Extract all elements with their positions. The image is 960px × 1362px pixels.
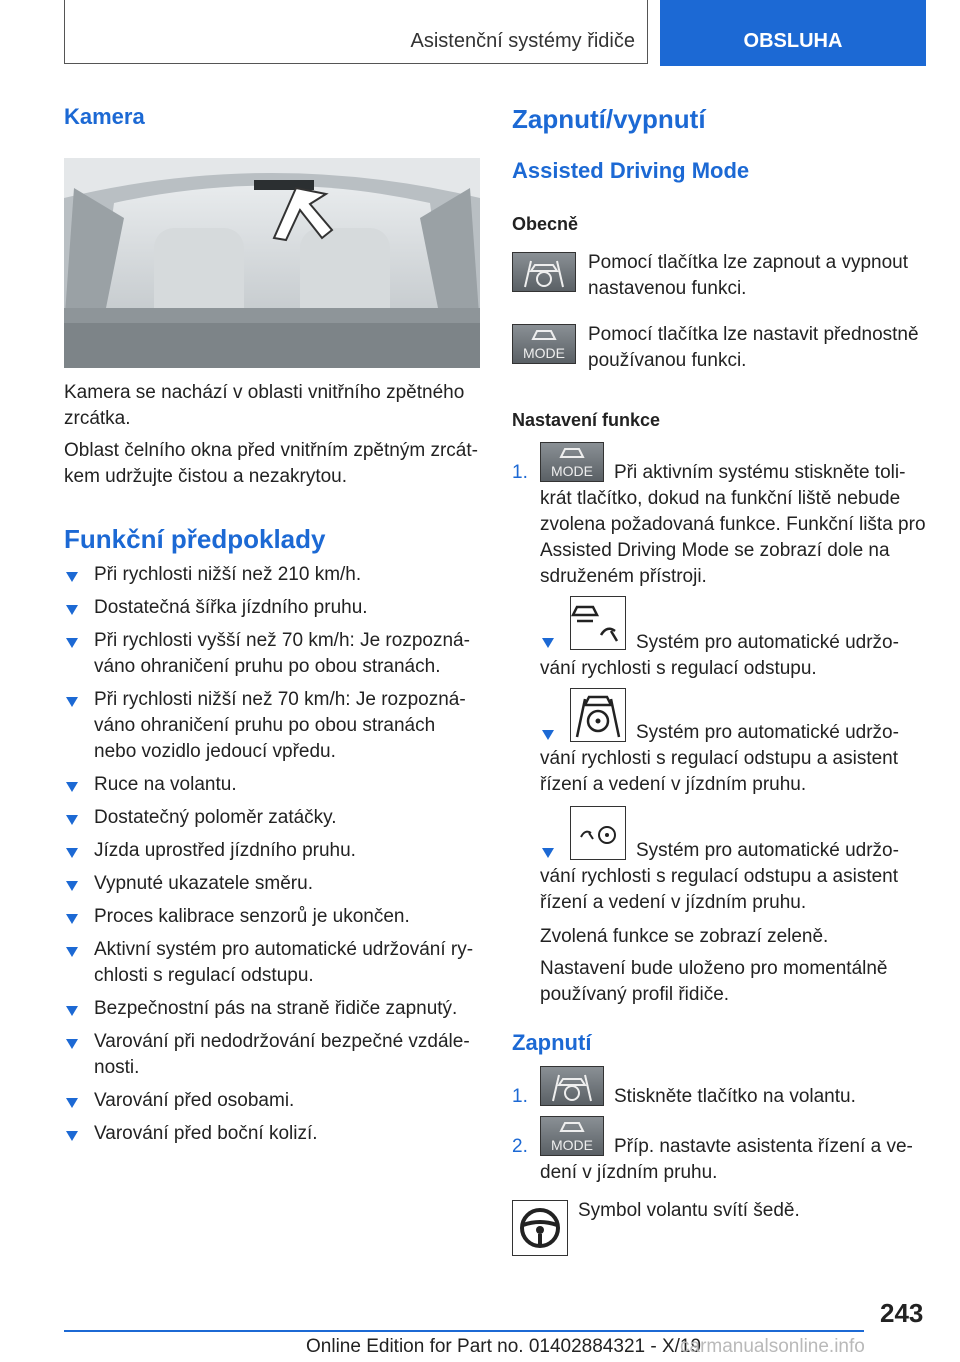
prerequisite-item-line: Jízda uprostřed jízdního pruhu. [94, 840, 356, 861]
prerequisite-item-line: nebo vozidlo jedoucí vpředu. [94, 741, 336, 762]
assisted-driving-mode-title: Assisted Driving Mode [512, 158, 750, 183]
option-text-line: vání rychlosti s regulací odstupu. [540, 658, 817, 679]
footer-divider [64, 1330, 864, 1332]
prerequisite-item-line: Ruce na volantu. [94, 774, 237, 795]
prerequisite-item-line: váno ohraničení pruhu po obou stranách. [94, 656, 441, 677]
mode-car-icon [541, 1117, 603, 1137]
acc-icon-box [570, 596, 626, 650]
settings-text-line: sdruženém přístroji. [540, 566, 707, 587]
general-text-line: Pomocí tlačítka lze nastavit přednostně [588, 324, 919, 345]
bullet-triangle [66, 1131, 78, 1141]
mode-car-icon [541, 443, 603, 463]
mode-button-image [540, 442, 604, 482]
prerequisite-item-line: Varování před boční kolizí. [94, 1123, 318, 1144]
option-text-line: Systém pro automatické udržo- [636, 632, 899, 653]
prerequisite-item-line: Dostatečná šířka jízdního pruhu. [94, 597, 368, 618]
acc-steering-compact-icon-box [570, 806, 626, 860]
grey-note: Symbol volantu svítí šedě. [578, 1200, 800, 1221]
settings-text-line: zvolena požadovaná funkce. Funkční lišta pro [540, 514, 926, 535]
option-text-line: Systém pro automatické udržo- [636, 840, 899, 861]
prerequisite-item-line: nosti. [94, 1057, 140, 1078]
mode-button-label: MODE [551, 463, 593, 479]
prerequisites-title: Funkční předpoklady [64, 524, 326, 554]
settings-heading: Nastavení funkce [512, 410, 661, 430]
option-text-line: řízení a vedení v jízdním pruhu. [540, 774, 807, 795]
prerequisite-item-line: Varování před osobami. [94, 1090, 295, 1111]
bullet-triangle [542, 638, 554, 648]
bullet-triangle [542, 730, 554, 740]
bullet-triangle [66, 697, 78, 707]
assist-button-image [512, 252, 576, 292]
prerequisite-item-line: Proces kalibrace senzorů je ukončen. [94, 906, 410, 927]
general-text-line: Pomocí tlačítka lze zapnout a vypnout [588, 252, 909, 273]
settings-text-line: Při aktivním systému stiskněte toli- [614, 462, 906, 483]
prerequisite-item-line: váno ohraničení pruhu po obou stranách [94, 715, 436, 736]
mode-car-icon [513, 325, 575, 345]
prerequisite-item-line: Při rychlosti vyšší než 70 km/h: Je rozpozná- [94, 630, 470, 651]
mode-button-image [540, 1116, 604, 1156]
steering-wheel-icon-box [512, 1200, 568, 1256]
option-text-line: vání rychlosti s regulací odstupu a asistent [540, 748, 899, 769]
camera-text-line: kem udržujte čistou a nezakrytou. [64, 466, 348, 487]
header-section-box [64, 0, 648, 64]
header-chapter-box [660, 0, 926, 66]
assist-steering-icon [541, 1067, 603, 1105]
saved-note-line: používaný profil řidiče. [540, 984, 730, 1005]
page-header [64, 0, 926, 66]
option-text-line: vání rychlosti s regulací odstupu a asistent [540, 866, 899, 887]
bullet-triangle [66, 1098, 78, 1108]
footer-edition: Online Edition for Part no. 01402884321 - X/19 [306, 1336, 702, 1357]
header-chapter-title: OBSLUHA [743, 30, 843, 52]
mode-button-label: MODE [523, 345, 565, 361]
settings-text-line: Assisted Driving Mode se zobrazí dole na [540, 540, 890, 561]
mode-button-image [512, 324, 576, 364]
switch-on-text: Stiskněte tlačítko na volantu. [614, 1086, 856, 1107]
bullet-triangle [66, 572, 78, 582]
acc-steering-icon-box [570, 688, 626, 742]
step-number: 1. [512, 462, 528, 483]
assist-steering-icon [513, 253, 575, 291]
step-number: 2. [512, 1136, 528, 1157]
switch-on-title: Zapnutí [512, 1030, 592, 1055]
switch-on-text: Příp. nastavte asistenta řízení a ve- [614, 1136, 913, 1157]
bullet-triangle [66, 1039, 78, 1049]
bullet-triangle [66, 881, 78, 891]
page-number: 243 [880, 1298, 924, 1328]
prerequisite-item-line: Při rychlosti nižší než 70 km/h: Je rozpozná- [94, 689, 466, 710]
prerequisite-item-line: Varování při nedodržování bezpečné vzdále- [94, 1031, 470, 1052]
assist-button-image [540, 1066, 604, 1106]
bullet-triangle [66, 848, 78, 858]
general-text-line: nastavenou funkci. [588, 278, 747, 299]
bullet-triangle [66, 605, 78, 615]
steering-wheel-icon [513, 1201, 567, 1255]
acc-steering-compact-icon [571, 807, 625, 859]
prerequisite-item-line: Bezpečnostní pás na straně řidiče zapnutý. [94, 998, 458, 1019]
option-text-line: řízení a vedení v jízdním pruhu. [540, 892, 807, 913]
bullet-triangle [66, 638, 78, 648]
prerequisite-item-line: Dostatečný poloměr zatáčky. [94, 807, 337, 828]
prerequisite-item-line: chlosti s regulací odstupu. [94, 965, 314, 986]
settings-text-line: krát tlačítko, dokud na funkční liště nebude [540, 488, 901, 509]
general-text-line: používanou funkci. [588, 350, 747, 371]
bullet-triangle [66, 815, 78, 825]
general-heading: Obecně [512, 214, 579, 234]
step-number: 1. [512, 1086, 528, 1107]
acc-distance-icon [571, 597, 625, 649]
bullet-triangle [542, 848, 554, 858]
camera-photo [64, 158, 480, 368]
camera-text-line: Oblast čelního okna před vnitřním zpětným zrcát- [64, 440, 478, 461]
header-section-title: Asistenční systémy řidiče [410, 30, 635, 52]
on-off-title: Zapnutí/vypnutí [512, 104, 706, 134]
switch-on-text: dení v jízdním pruhu. [540, 1162, 718, 1183]
bullet-triangle [66, 947, 78, 957]
option-text-line: Systém pro automatické udržo- [636, 722, 899, 743]
bullet-triangle [66, 914, 78, 924]
lane-steering-icon [571, 689, 625, 741]
footer-watermark: carmanualsonline.info [680, 1336, 865, 1357]
camera-text-line: Kamera se nachází v oblasti vnitřního zpětného [64, 382, 465, 403]
green-note: Zvolená funkce se zobrazí zeleně. [540, 926, 829, 947]
prerequisite-item-line: Aktivní systém pro automatické udržování ry- [94, 939, 474, 960]
prerequisite-item-line: Vypnuté ukazatele směru. [94, 873, 313, 894]
mode-button-label: MODE [551, 1137, 593, 1153]
saved-note-line: Nastavení bude uloženo pro momentálně [540, 958, 888, 979]
camera-text-line: zrcátka. [64, 408, 131, 429]
camera-title: Kamera [64, 104, 145, 129]
bullet-triangle [66, 1006, 78, 1016]
bullet-triangle [66, 782, 78, 792]
prerequisite-item-line: Při rychlosti nižší než 210 km/h. [94, 564, 362, 585]
